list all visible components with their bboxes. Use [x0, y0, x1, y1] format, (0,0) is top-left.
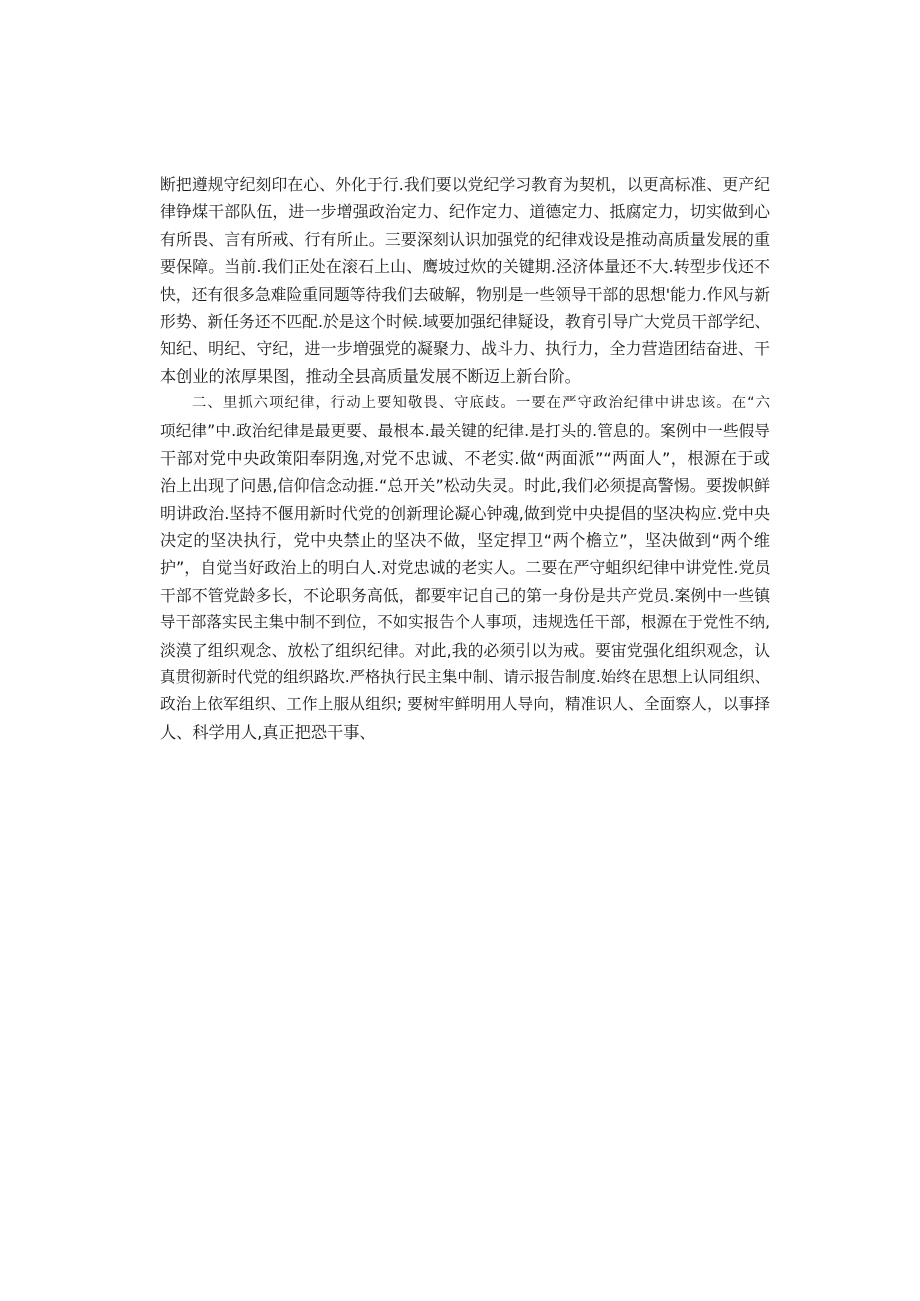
text-line: 断把遵规守纪刻印在心、外化于行.我们要以党纪学习教育为契机，以更高标准、更产纪 — [160, 175, 770, 194]
text-line: 治上出现了问愚,信仰信念动捱.“总开关”松动失灵。时此,我们必须提高警惕。要拨帜鲜 — [160, 476, 770, 496]
text-line: 淡漠了组织观念、放松了组织纪律。对此,我的必须引以为戒。要宙党强化组织观念，认 — [160, 640, 770, 660]
text-line: 人、科学用人,真正把恐干事、 — [160, 722, 376, 742]
text-line: 形势、新任务还不匹配.於是这个时候.域要加强纪律疑设，教育引导广大党员干部学纪、 — [160, 311, 771, 331]
paragraph-1 — [160, 171, 770, 390]
body-text — [160, 171, 770, 746]
text-line: 项纪律”中.政治纪律是最更要、最根本.最关键的纪律.是打头的.管息的。案例中一些假导 — [160, 421, 770, 440]
text-line: 决定的坚决执行，党中央禁止的坚决不做，坚定捍卫“两个檐立”，坚决做到“两个维 — [160, 531, 770, 551]
paragraph-2 — [160, 390, 770, 746]
text-line: 有所畏、言有所戒、行有所止。三要深刻认识加强党的纪律戏设是推动高质量发展的重 — [160, 229, 770, 249]
text-line: 干部不管党龄多长，不论职务高低，都要牢记自己的第一身份是共产党员.案例中一些镇 — [160, 585, 770, 605]
text-line: 真贯彻新时代党的组织路坎.严格执行民主集中制、请示报告制度.始终在思想上认同组织、 — [160, 668, 771, 687]
text-line: 护”，自觉当好政治上的明白人.对党忠诚的老实人。二要在严守蛆织纪律中讲党性.党员 — [160, 558, 771, 578]
text-line: 知纪、明纪、守纪，进一步増强党的凝聚力、战斗力、执行力，全力营造团结奋进、干 — [160, 339, 770, 359]
text-line: 政治上依军组织、工作上服从组织; 要树牢鲜明用人导向，精准识人、全面察人，以事择 — [160, 695, 770, 714]
text-line: 二、里抓六项纪律，行动上要知敬畏、守底歧。一要在严守政治纪律中讲忠该。在“六 — [192, 395, 770, 412]
text-line: 干部对党中央政策阳奉阴逸,对党不忠诚、不老实.做“两面派”“两面人”，根源在于或 — [160, 448, 770, 468]
text-line: 本创业的浓厚果图，推动全县高质量发展不断迈上新台阶。 — [160, 366, 581, 386]
text-line: 明讲政治.坚持不偃用新时代党的创新理论凝心钟魂,做到党中央提倡的坚决构应.党中央 — [160, 503, 770, 523]
text-line: 导干部落实民主集中制不到位，不如实报告个人事项，违规选任干部，根源在于党性不纳, — [160, 613, 770, 632]
text-line: 律铮煤干部队伍，进一步增强政治定力、纪作定力、道德定力、抵腐定力，切实做到心 — [160, 202, 770, 222]
text-line: 要保障。当前.我们正处在滚石上山、鹰坡过炊的关键期.泾济体量还不大.转型步伐还不 — [160, 257, 770, 277]
text-line: 快，还有很多急难险重同题等待我们去破解，物别是一些领导干部的思想'能力.作风与新 — [160, 284, 770, 304]
